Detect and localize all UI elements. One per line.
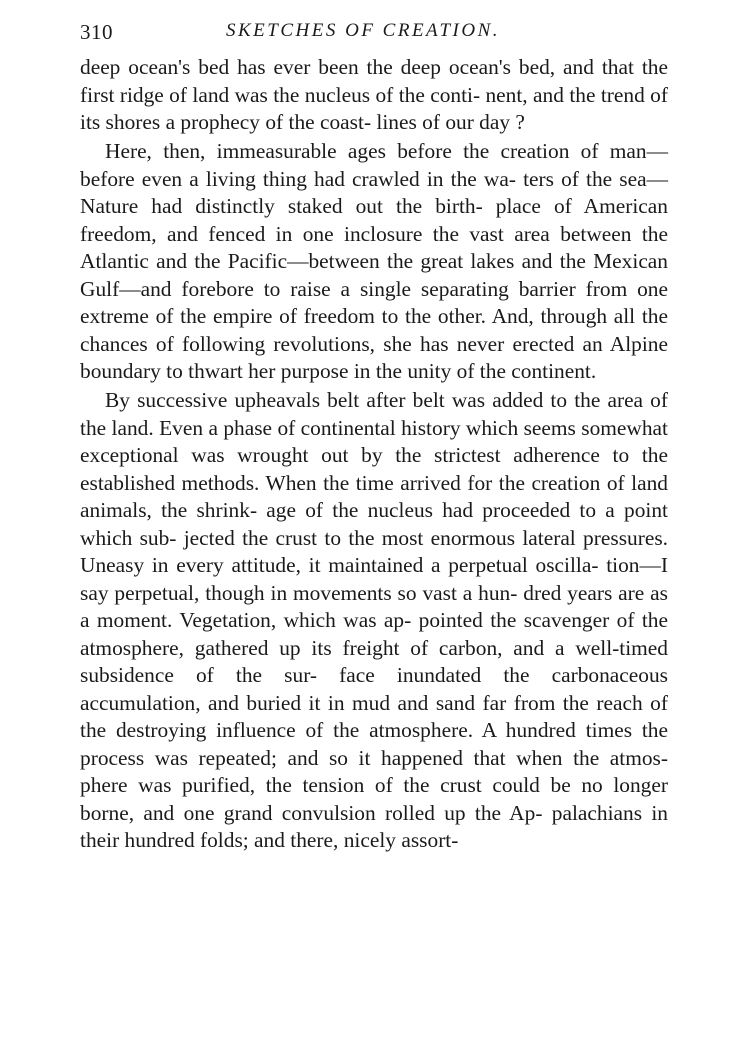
paragraph-continued: deep ocean's bed has ever been the deep ocean's bed, and that the first ridge of land was the nucleus of the conti- nent, and the trend of its shores a prophecy of the coast- lines of our day ?: [80, 55, 668, 134]
running-title: SKETCHES OF CREATION.: [226, 20, 500, 41]
paragraph-immeasurable-ages: Here, then, immeasurable ages before the creation of man—before even a living thing had crawled in the wa- ters of the sea—Nature had distinctly staked out the birth- place of American freedom, and fenced in one inclosure the vast area between the Atlantic and the Pacific—between the great lakes and the Mexican Gulf—and forebore to raise a single separating barrier from one extreme of the empire of freedom to the other. And, through all the chances of following revolutions, she has never erected an Alpine boundary to thwart her purpose in the unity of the continent.: [80, 139, 668, 383]
running-head: [80, 18, 668, 48]
paragraph-successive-upheavals: By successive upheavals belt after belt was added to the area of the land. Even a phase of continental history which seems somewhat exceptional was wrought out by the strictest adherence to the established methods. When the time arrived for the creation of land animals, the shrink- age of the nucleus had proceeded to a point which sub- jected the crust to the most enormous lateral pressures. Uneasy in every attitude, it maintained a perpetual oscilla- tion—I say perpetual, though in movements so vast a hun- dred years are as a moment. Vegetation, which was ap- pointed the scavenger of the atmosphere, gathered up its freight of carbon, and a well-timed subsidence of the sur- face inundated the carbonaceous accumulation, and buried it in mud and sand far from the reach of the destroying influence of the atmosphere. A hundred times the process was repeated; and so it happened that when the atmos- phere was purified, the tension of the crust could be no longer borne, and one grand convulsion rolled up the Ap- palachians in their hundred folds; and there, nicely assort-: [80, 388, 668, 852]
book-page: [80, 18, 668, 855]
page-number: 310: [80, 20, 113, 44]
body-text: [80, 54, 668, 855]
